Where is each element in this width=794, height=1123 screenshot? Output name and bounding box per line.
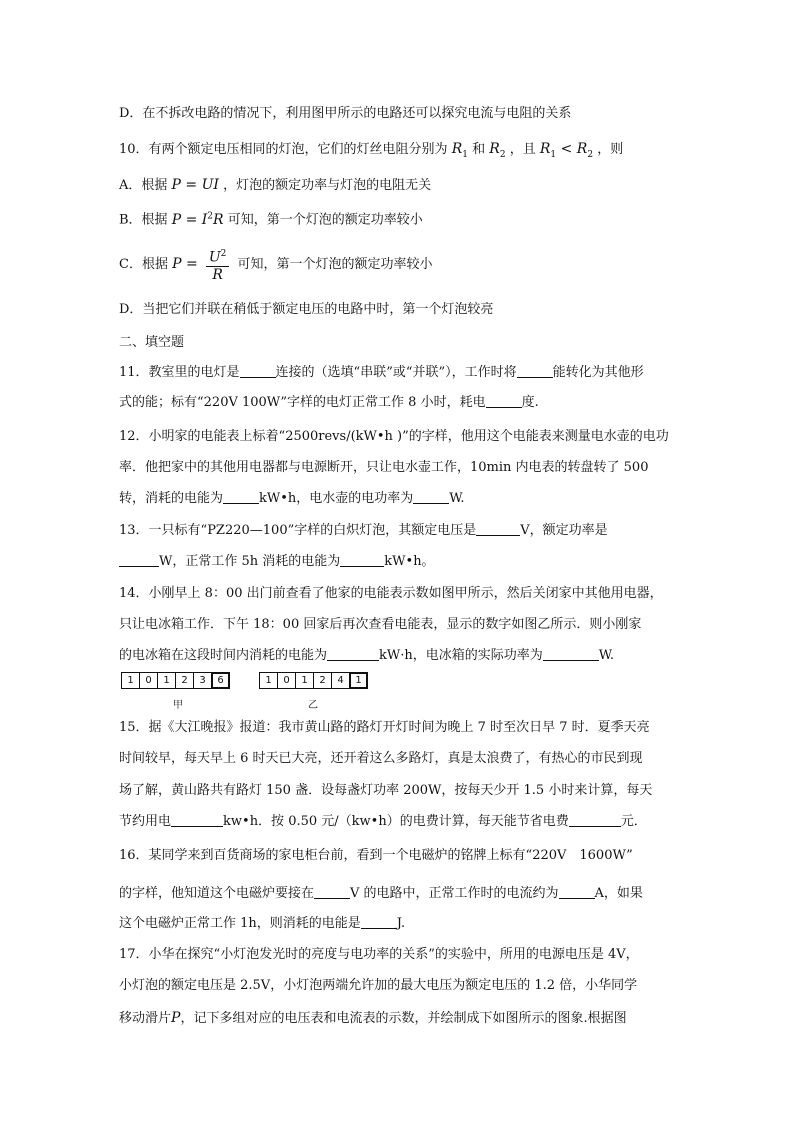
meter-digit: 2 xyxy=(175,672,194,689)
q16-line1: 16．某同学来到百货商场的家电柜台前，看到一个电磁炉的铭牌上标有“220V 1600W” xyxy=(119,848,633,863)
q9-option-d: D．在不拆改电路的情况下，利用图甲所示的电路还可以探究电流与电阻的关系 xyxy=(119,106,572,121)
q10-stem-text-c: ，则 xyxy=(597,142,624,157)
formula-p-i2r: $P = I^2R$ xyxy=(171,211,224,228)
q10-stem xyxy=(119,139,623,165)
answer-blank xyxy=(171,812,223,827)
option-b-prefix: B．根据 xyxy=(119,212,168,228)
formula-p-eq: P = xyxy=(172,256,198,272)
meter-caption-jia: 甲 xyxy=(173,700,183,711)
option-a-text: ，灯泡的额定功率与灯泡的电阻无关 xyxy=(223,178,432,193)
meter-digit: 0 xyxy=(139,672,158,689)
meter-jia xyxy=(121,672,229,689)
answer-blank xyxy=(486,393,522,408)
meter-digit: 3 xyxy=(193,672,212,689)
answer-blank xyxy=(517,363,553,378)
option-c-text: 可知，第一个灯泡的额定功率较小 xyxy=(237,257,433,272)
meter-digit: 4 xyxy=(331,672,350,689)
q17-line2: 小灯泡的额定电压是 2.5V，小灯泡两端允许加的最大电压为额定电压的 1.2 倍，小华同学 xyxy=(119,978,638,993)
q12-line3: 转，消耗的电能为 kW•h，电水壶的电功率为 W. xyxy=(119,491,465,506)
answer-blank xyxy=(413,489,449,504)
r1-symbol: $R_1$ xyxy=(451,141,468,160)
answer-blank xyxy=(543,646,599,661)
q10-option-c xyxy=(119,246,433,283)
q10-and: 和 xyxy=(472,142,486,157)
answer-blank xyxy=(327,646,379,661)
answer-blank xyxy=(569,812,621,827)
meter-digit: 1 xyxy=(157,672,176,689)
option-a-prefix: A．根据 xyxy=(119,178,168,193)
fraction-u2-over-r: $\frac{U^2}{R}$ xyxy=(206,246,230,283)
q12-line1: 12．小明家的电能表上标着“2500revs/(kW•h )”的字样，他用这个电能表来测量电水壶的电功 xyxy=(119,429,669,444)
q15-line4: 节约用电 kw•h．按 0.50 元/（kw•h）的电费计算，每天能节省电费 元． xyxy=(119,814,647,829)
q16-line3: 这个电磁炉正常工作 1h，则消耗的电能是 J. xyxy=(119,916,406,931)
option-c-prefix: C．根据 xyxy=(119,257,168,272)
answer-blank xyxy=(240,363,276,378)
meter-digit-decimal: 6 xyxy=(211,672,230,689)
q16-line2: 的字样，他知道这个电磁炉要接在 V 的电路中，正常工作时的电流约为 A，如果 xyxy=(119,886,643,901)
q14-line1: 14．小刚早上 8：00 出门前查看了他家的电能表示数如图甲所示，然后关闭家中其他用电器， xyxy=(119,586,663,601)
answer-blank xyxy=(119,552,159,567)
q12-line2: 率．他把家中的其他用电器都与电源断开，只让电水壶工作，10min 内电表的转盘转了 500 xyxy=(119,460,649,475)
q11-line2: 式的能；标有“220V 100W”字样的电灯正常工作 8 小时，耗电 度. xyxy=(119,395,539,410)
q14-line3: 的电冰箱在这段时间内消耗的电能为 kW·h，电冰箱的实际功率为 W. xyxy=(119,648,614,663)
option-b-text: 可知，第一个灯泡的额定功率较小 xyxy=(227,212,423,228)
r1-less-r2: $R_1 < R_2$ xyxy=(539,141,594,160)
meter-digit: 1 xyxy=(121,672,140,689)
answer-blank xyxy=(314,884,350,899)
meter-caption-yi: 乙 xyxy=(308,700,318,711)
q10-stem-text: 10．有两个额定电压相同的灯泡，它们的灯丝电阻分别为 xyxy=(119,142,448,157)
meter-digit: 1 xyxy=(295,672,314,689)
q10-option-a xyxy=(119,175,431,196)
q11-line1: 11．教室里的电灯是 连接的（选填“串联”或“并联”），工作时将 能转化为其他形 xyxy=(119,365,644,380)
q17-line1: 17．小华在探究“小灯泡发光时的亮度与电功率的关系”的实验中，所用的电源电压是 4V， xyxy=(119,947,639,962)
q13-line2: W，正常工作 5h 消耗的电能为 kW•h。 xyxy=(119,552,435,572)
meter-digit: 1 xyxy=(259,672,278,689)
meter-digit: 0 xyxy=(277,672,296,689)
q13-line1: 13．一只标有“PZ220—100”字样的白炽灯泡，其额定电压是 V，额定功率是 xyxy=(119,523,608,538)
meter-yi xyxy=(259,672,367,689)
r2-symbol: $R_2$ xyxy=(489,141,506,160)
q10-option-d: D．当把它们并联在稍低于额定电压的电路中时，第一个灯泡较亮 xyxy=(119,302,494,317)
meter-digit-decimal: 1 xyxy=(349,672,368,689)
meter-digit: 2 xyxy=(313,672,332,689)
answer-blank xyxy=(361,914,397,929)
formula-p-ui: P = UI xyxy=(171,177,219,193)
answer-blank xyxy=(223,489,259,504)
answer-blank xyxy=(559,884,595,899)
q14-line2: 只让电冰箱工作．下午 18：00 回家后再次查看电能表，显示的数字如图乙所示．则小刚家 xyxy=(119,617,642,632)
q10-option-b xyxy=(119,206,423,231)
q15-line1: 15．据《大江晚报》报道：我市黄山路的路灯开灯时间为晚上 7 时至次日早 7 时．夏季天亮 xyxy=(119,720,650,735)
q15-line3: 场了解，黄山路共有路灯 150 盏．设每盏灯功率 200W，按每天少开 1.5 小时来计算，每天 xyxy=(119,783,653,798)
answer-blank xyxy=(476,521,520,536)
q10-stem-text-b: ，且 xyxy=(509,142,536,157)
q15-line2: 时间较早，每天早上 6 时天已大亮，还开着这么多路灯，真是太浪费了，有热心的市民到现 xyxy=(119,751,643,766)
q17-line3: 移动滑片P，记下多组对应的电压表和电流表的示数，并绘制成下如图所示的图象.根据图 xyxy=(119,1010,627,1026)
section-heading: 二、填空题 xyxy=(119,335,185,350)
slider-p-symbol: P xyxy=(171,1010,181,1026)
answer-blank xyxy=(340,552,384,567)
